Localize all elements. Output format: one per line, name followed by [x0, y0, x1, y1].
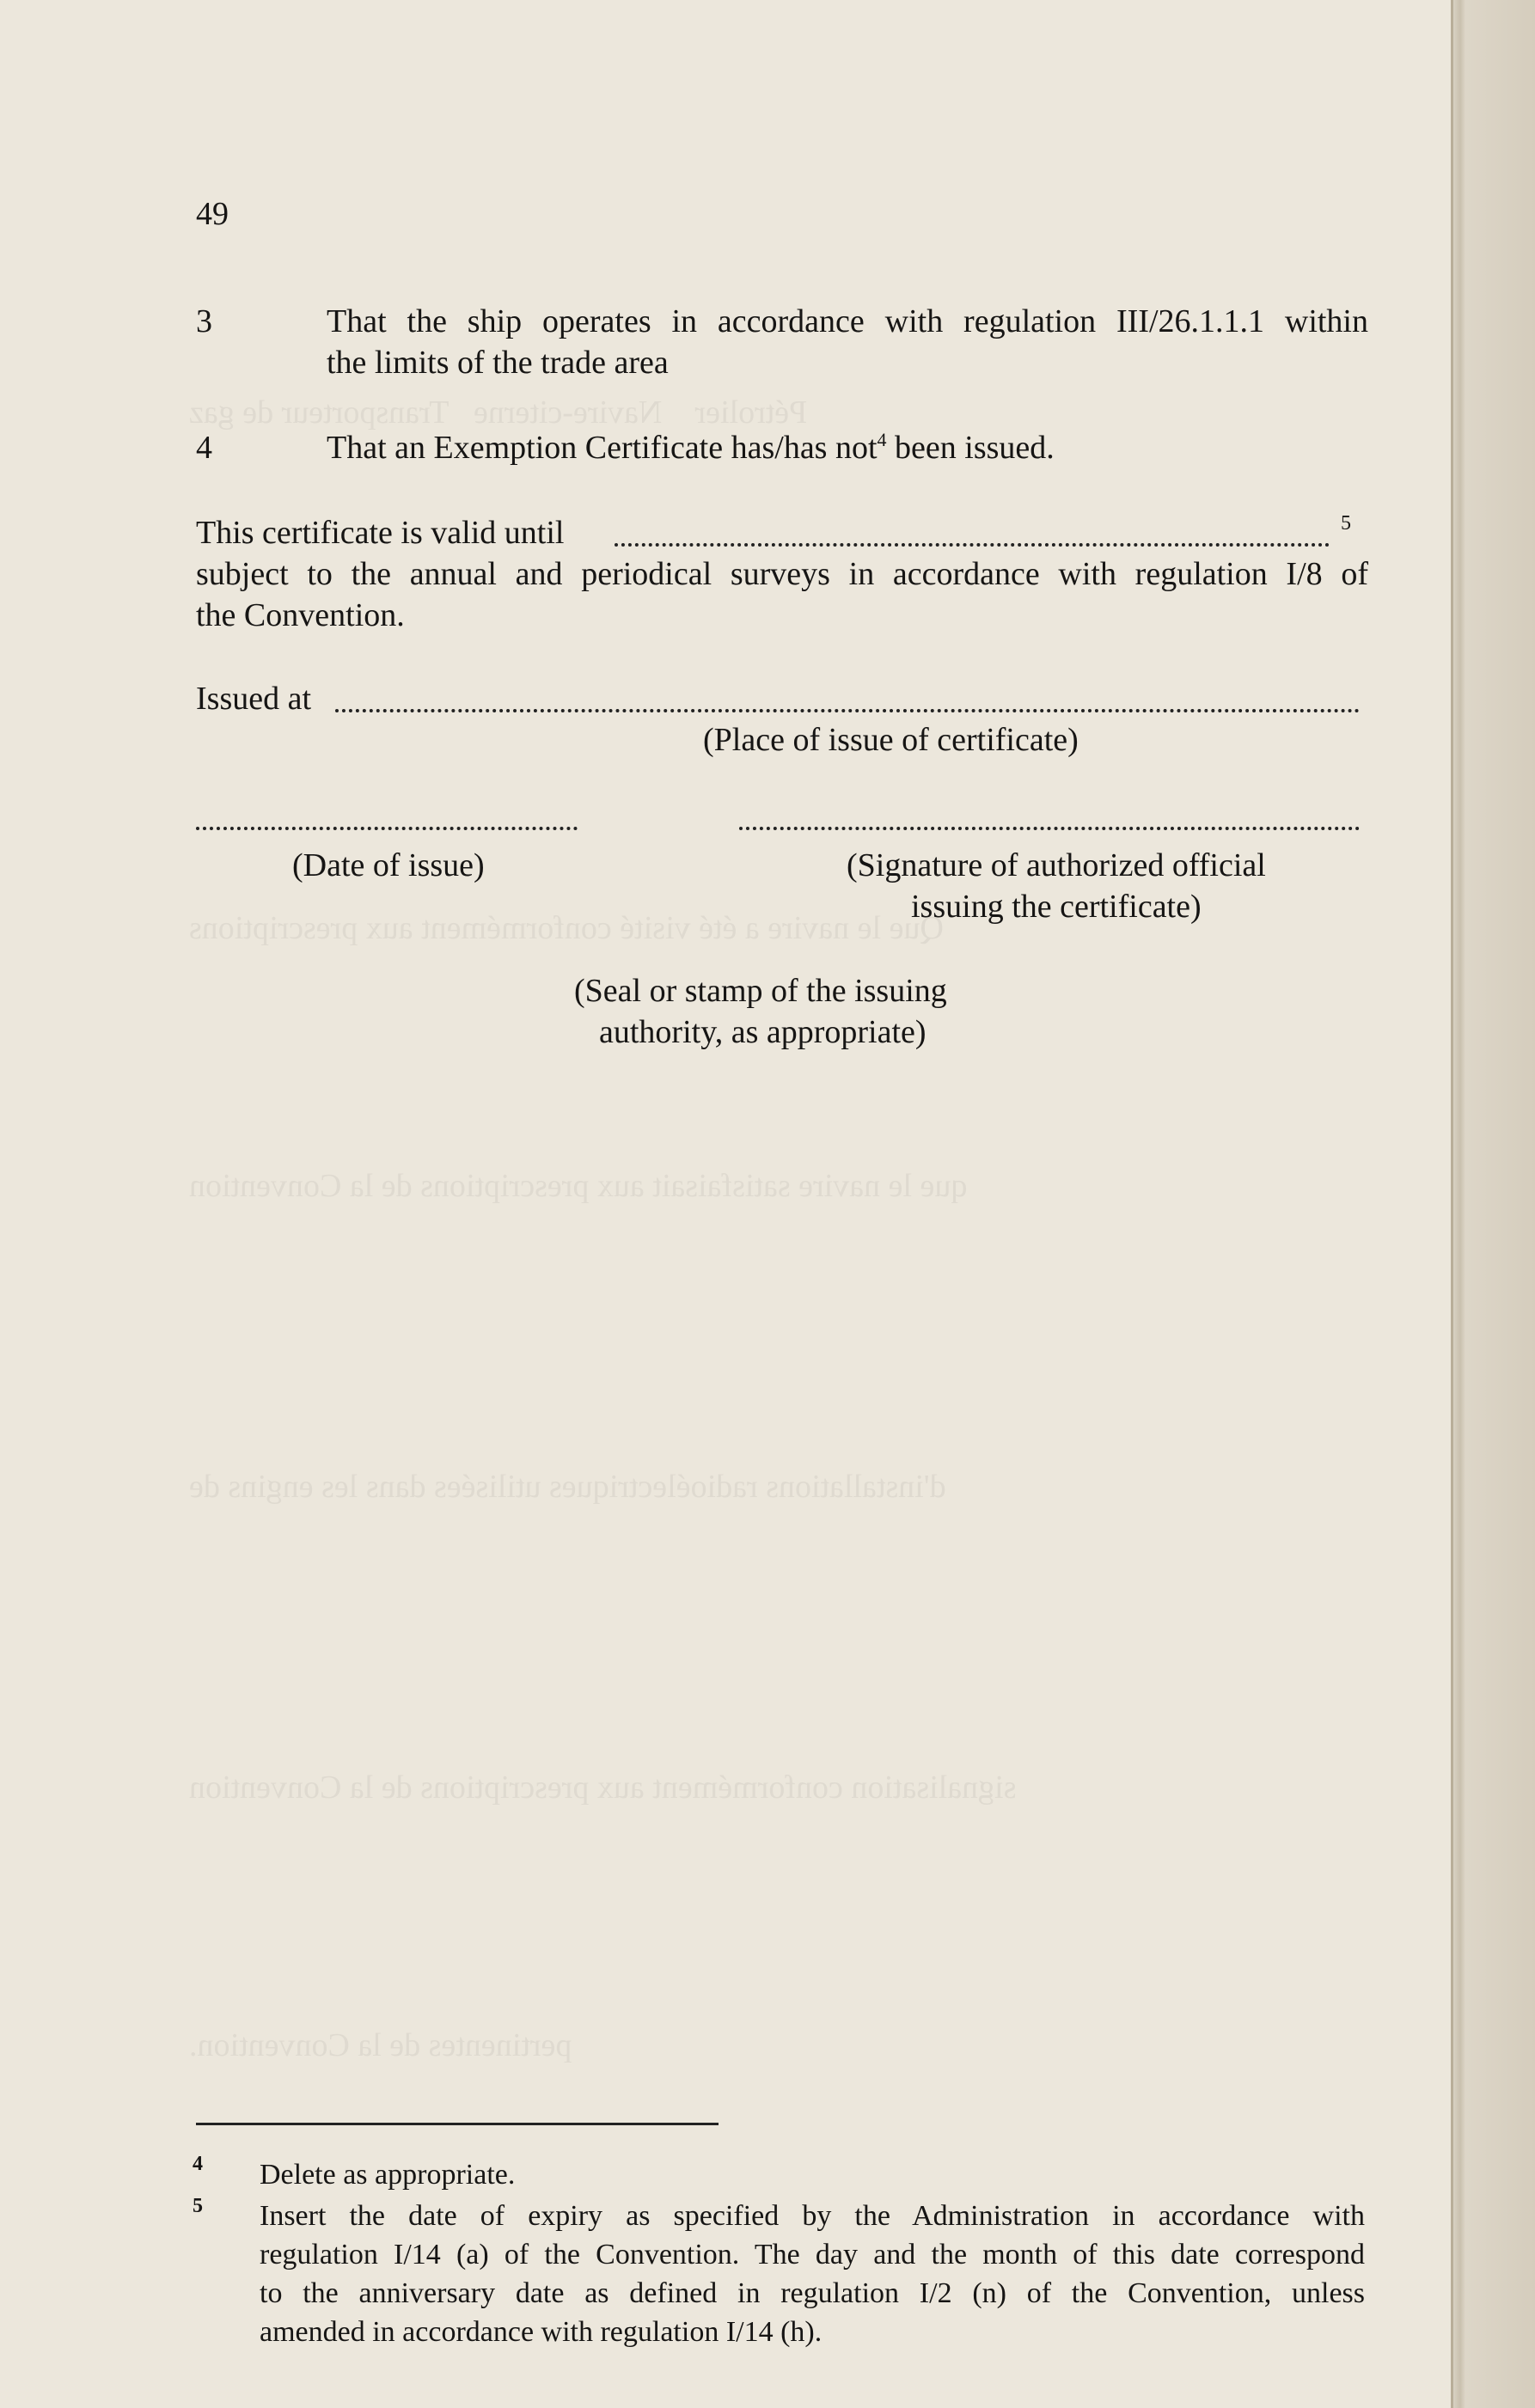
item-text-line: That the ship operates in accordance with regulation III/26.1.1.1 within: [327, 303, 1368, 339]
show-through-text: pertinentes de la Convention.: [189, 2027, 572, 2063]
issued-at-label: Issued at: [196, 681, 312, 717]
footnote-ref: 4: [877, 429, 887, 450]
signature-blank: [739, 827, 1360, 830]
page-edge: [1453, 0, 1535, 2408]
seal-caption: (Seal or stamp of the issuing: [574, 973, 947, 1009]
item-text: That an Exemption Certificate has/has not: [327, 430, 878, 466]
validity-text-line: the Convention.: [196, 597, 405, 633]
footnote-text: regulation I/14 (a) of the Convention. The day and the month of this date correspond: [260, 2239, 1365, 2270]
item-text-line: the limits of the trade area: [327, 345, 669, 381]
validity-text-line: subject to the annual and periodical surveys in accordance with regulation I/8 of: [196, 556, 1368, 592]
date-of-issue-blank: [196, 827, 578, 830]
show-through-text: d'installations radioélectriques utilisées dans les engins de: [189, 1469, 946, 1505]
place-caption: (Place of issue of certificate): [703, 722, 1079, 758]
item-text-line: [327, 427, 1055, 468]
footnote-text: Delete as appropriate.: [260, 2159, 516, 2191]
footnote-text: to the anniversary date as defined in regulation I/2 (n) of the Convention, unless: [260, 2277, 1365, 2309]
show-through-text: que le navire satisfaisait aux prescriptions de la Convention: [189, 1168, 968, 1204]
footnote-mark: 5: [193, 2195, 203, 2217]
place-of-issue-blank: [335, 709, 1360, 712]
signature-caption: (Signature of authorized official: [847, 847, 1266, 883]
footnote-rule: [196, 2123, 719, 2125]
validity-date-blank: [615, 543, 1330, 547]
item-number: 3: [196, 303, 212, 339]
footnote-text: amended in accordance with regulation I/14 (h).: [260, 2316, 823, 2348]
show-through-text: Que le navire a été visité conformément aux prescriptions: [189, 910, 944, 946]
date-caption: (Date of issue): [292, 847, 485, 883]
show-through-text: Pétrolier Navire-citerne Transporteur de gaz: [189, 394, 808, 431]
item-text: been issued.: [886, 430, 1055, 466]
page-number: 49: [196, 196, 229, 232]
footnote-ref: 5: [1341, 512, 1351, 535]
signature-caption: issuing the certificate): [911, 889, 1202, 925]
validity-label: This certificate is valid until: [196, 515, 565, 551]
seal-caption: authority, as appropriate): [599, 1014, 927, 1050]
show-through-text: signalisation conformément aux prescriptions de la Convention: [189, 1769, 1017, 1806]
item-number: 4: [196, 430, 212, 466]
footnote-text: Insert the date of expiry as specified by the Administration in accordance with: [260, 2200, 1365, 2232]
footnote-mark: 4: [193, 2153, 203, 2175]
